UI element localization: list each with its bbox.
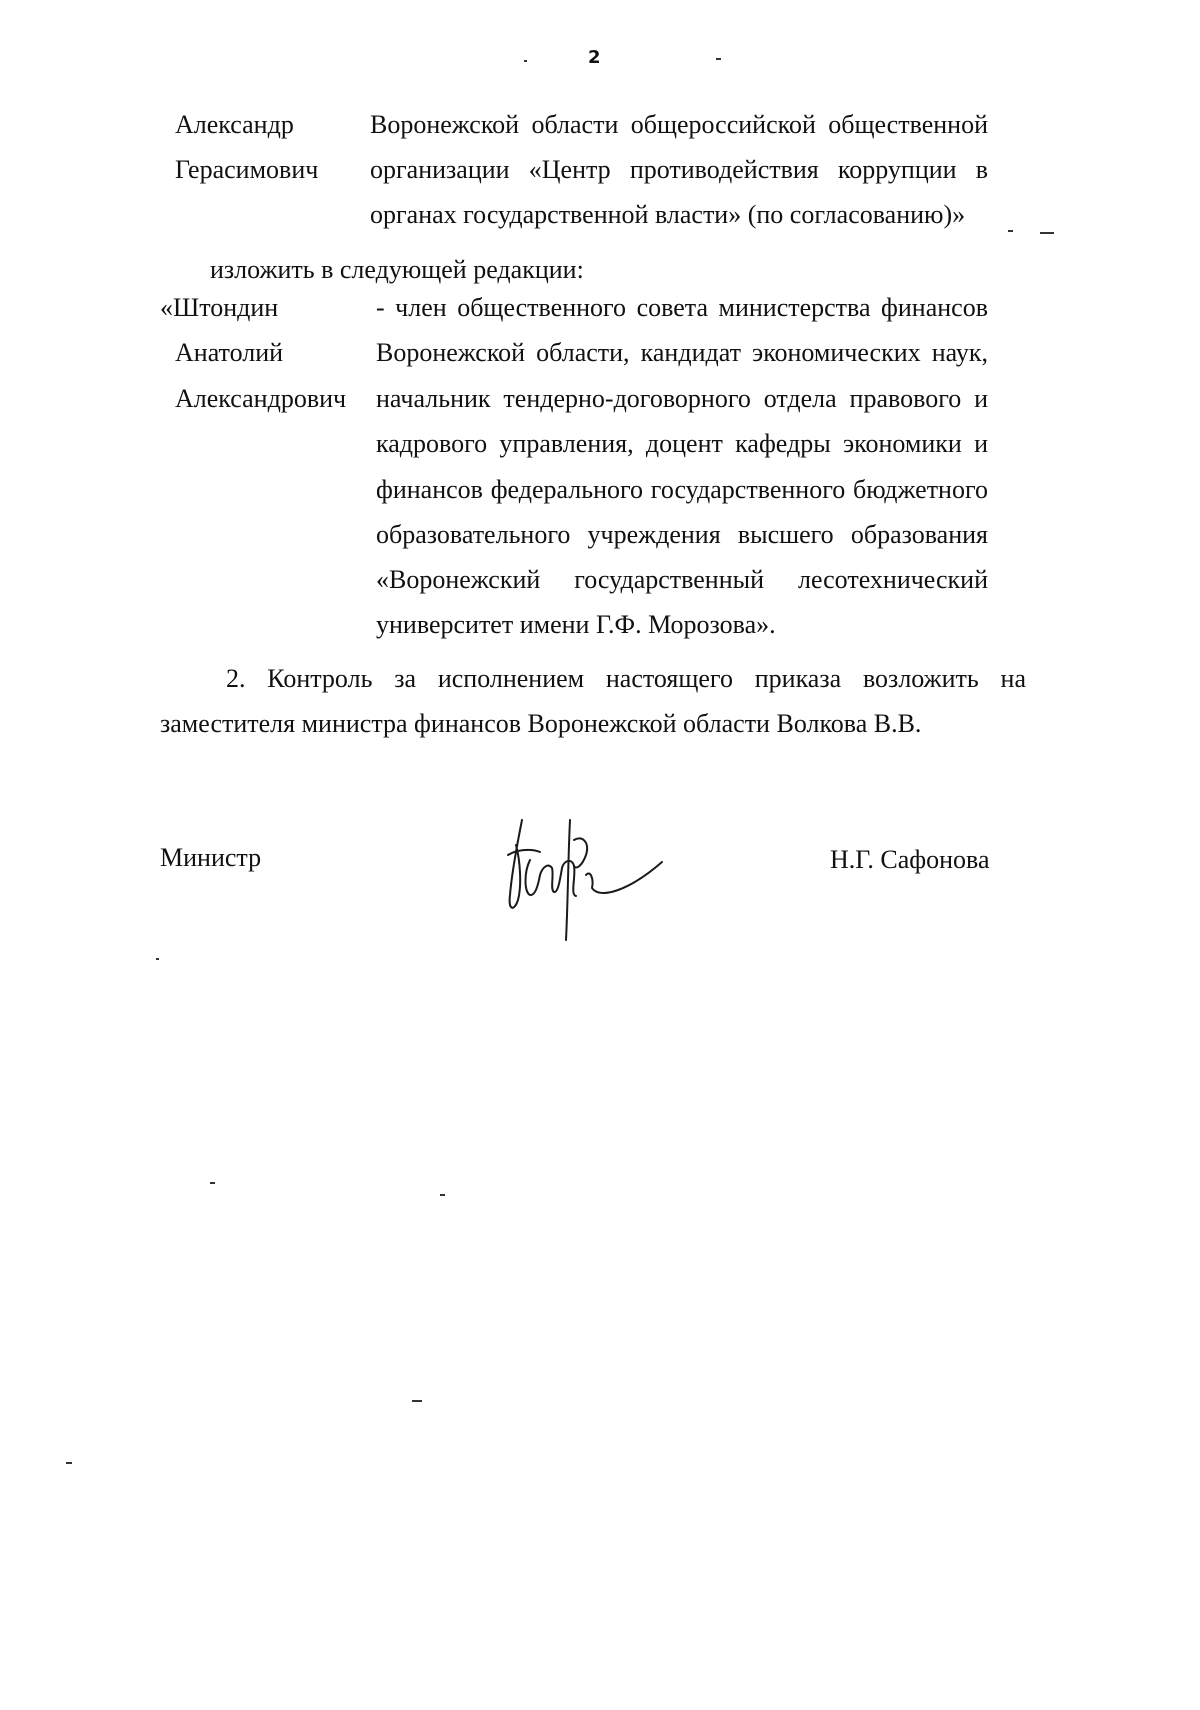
second-entry-desc-line-3: начальник тендерно-договорного отдела правового и xyxy=(376,384,988,413)
first-entry-name-line-1: Александр xyxy=(175,110,294,139)
second-entry-desc-line-7: «Воронежский государственный лесотехнический xyxy=(376,565,988,594)
second-entry-name-line-2: Анатолий xyxy=(175,338,284,367)
page-number: 2 xyxy=(588,47,601,68)
second-entry-name-line-1: «Штондин xyxy=(160,293,279,322)
second-entry-desc-line-6: образовательного учреждения высшего образования xyxy=(376,520,988,549)
second-entry-desc-line-1: - член общественного совета министерства финансов xyxy=(376,293,988,322)
handwritten-signature-icon xyxy=(490,800,690,950)
signature-name: Н.Г. Сафонова xyxy=(830,845,990,874)
second-entry-desc-line-4: кадрового управления, доцент кафедры экономики и xyxy=(376,429,988,458)
scan-speck xyxy=(440,1194,445,1196)
first-entry-name-line-2: Герасимович xyxy=(175,155,319,184)
second-entry-desc-line-8: университет имени Г.Ф. Морозова». xyxy=(376,610,776,639)
scan-speck xyxy=(210,1182,215,1184)
scan-speck xyxy=(66,1462,72,1464)
instruction-text: изложить в следующей редакции: xyxy=(210,255,584,284)
scan-speck xyxy=(524,60,527,62)
scan-speck xyxy=(1040,232,1054,234)
scan-speck xyxy=(716,58,721,60)
clause2-line-1: 2. Контроль за исполнением настоящего приказа возложить на xyxy=(226,664,1026,693)
first-entry-desc-line-3: органах государственной власти» (по согласованию)» xyxy=(370,200,966,229)
scan-speck xyxy=(1008,230,1013,232)
second-entry-desc-line-2: Воронежской области, кандидат экономических наук, xyxy=(376,338,988,367)
first-entry-desc-line-1: Воронежской области общероссийской общественной xyxy=(370,110,988,139)
clause2-line-2: заместителя министра финансов Воронежской области Волкова В.В. xyxy=(160,709,922,738)
scan-speck xyxy=(156,958,159,960)
first-entry-desc-line-2: организации «Центр противодействия коррупции в xyxy=(370,155,988,184)
second-entry-name-line-3: Александрович xyxy=(175,384,347,413)
second-entry-desc-line-5: финансов федерального государственного бюджетного xyxy=(376,475,988,504)
scan-speck xyxy=(412,1400,422,1402)
signature-title: Министр xyxy=(160,843,262,872)
